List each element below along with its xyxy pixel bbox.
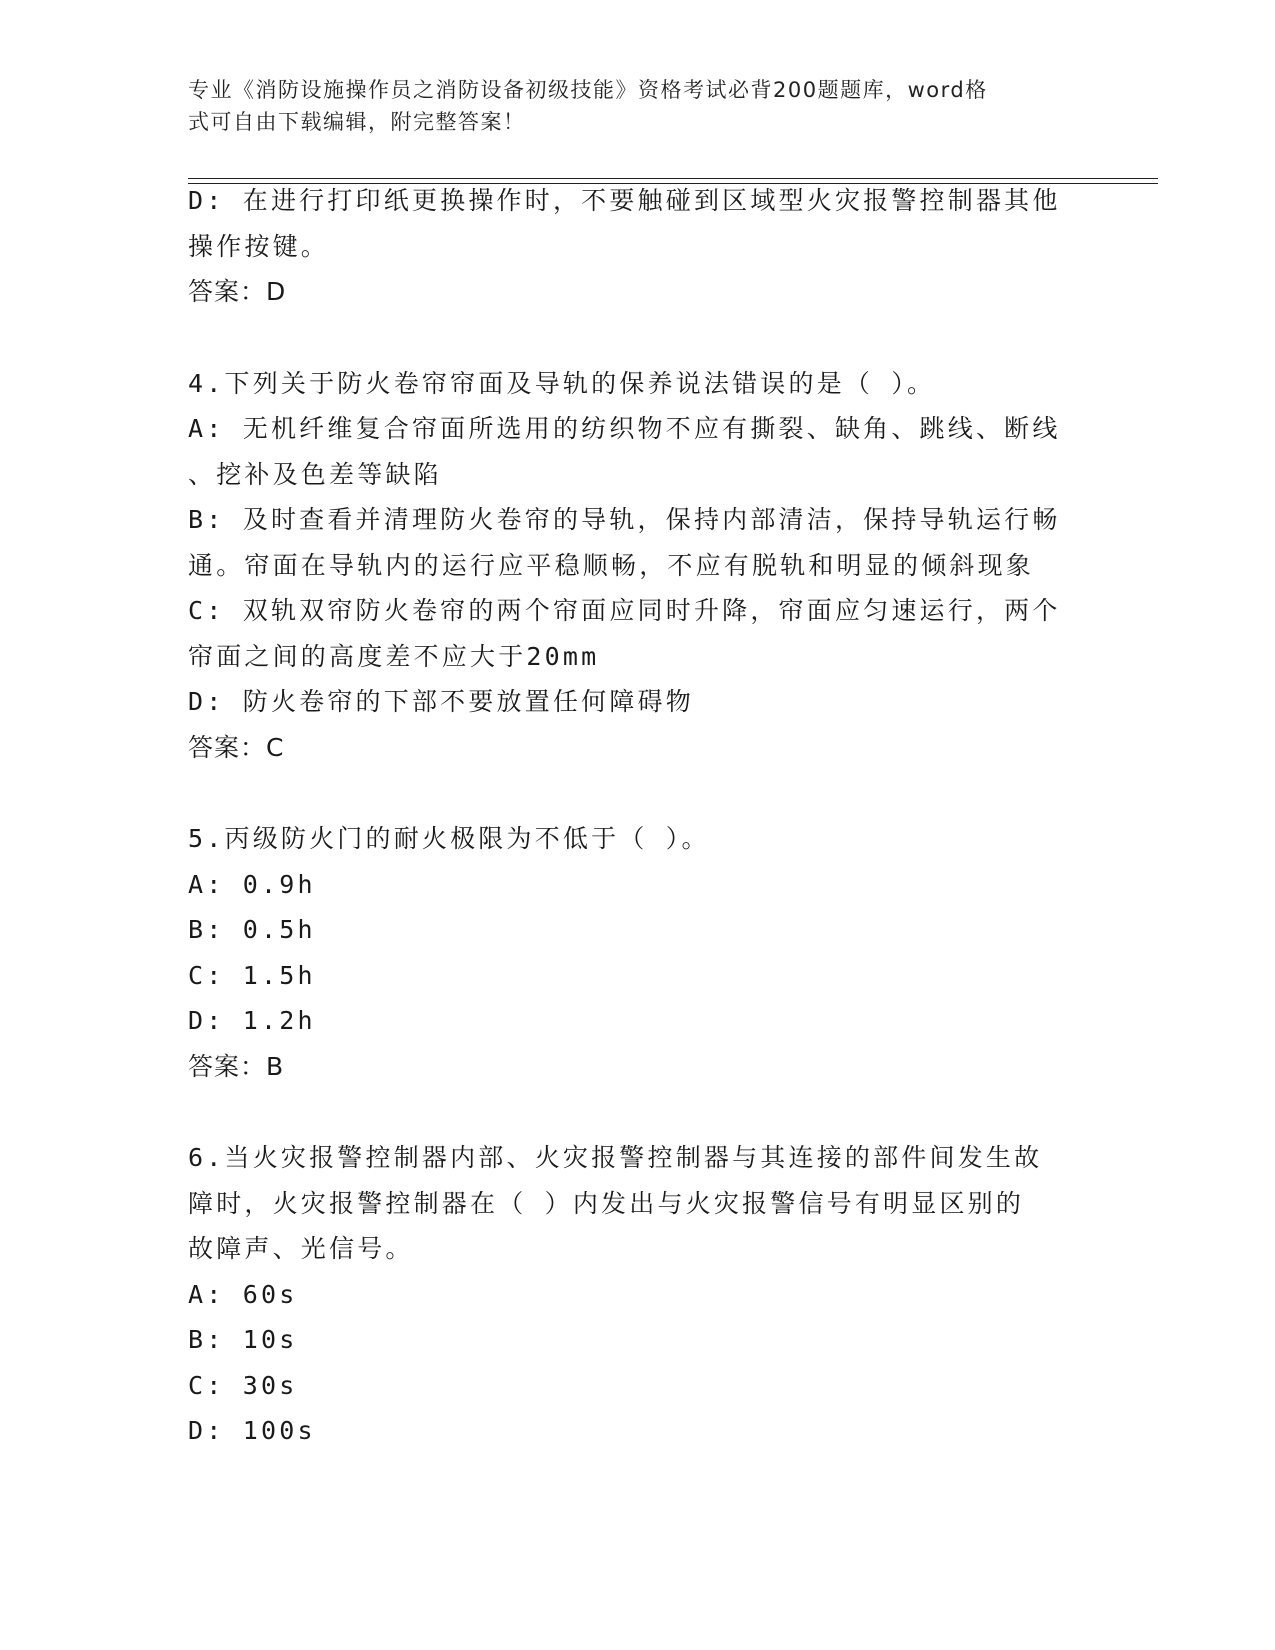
answer-line: 答案：B [188, 1051, 285, 1081]
option-a: A: 0.9h [188, 869, 316, 899]
answer-line: 答案：C [188, 732, 285, 762]
question-text-line-1: 6.当火灾报警控制器内部、火灾报警控制器与其连接的部件间发生故 [188, 1143, 1043, 1172]
question-text-line-2: 障时，火灾报警控制器在（ ）内发出与火灾报警信号有明显区别的 [188, 1188, 1025, 1218]
question-text-line-3: 故障声、光信号。 [188, 1234, 414, 1263]
option-c: C: 30s [188, 1370, 298, 1400]
option-a-line-2: 、挖补及色差等缺陷 [188, 459, 442, 489]
option-a-line-1: A: 无机纤维复合帘面所选用的纺织物不应有撕裂、缺角、跳线、断线 [188, 414, 1061, 443]
option-c-line-1: C: 双轨双帘防火卷帘的两个帘面应同时升降，帘面应匀速运行，两个 [188, 596, 1061, 625]
previous-question-tail [188, 178, 1088, 315]
option-b-line-1: B: 及时查看并清理防火卷帘的导轨，保持内部清洁，保持导轨运行畅 [188, 505, 1061, 534]
option-a: A: 60s [188, 1279, 298, 1309]
document-body [188, 178, 1088, 1454]
option-b: B: 0.5h [188, 915, 316, 944]
question-5 [188, 816, 1088, 1089]
question-6 [188, 1135, 1088, 1454]
option-d-line-2: 操作按键。 [188, 231, 330, 261]
header-line-1: 专业《消防设施操作员之消防设备初级技能》资格考试必背200题题库，word格 [188, 78, 988, 102]
header-line-2: 式可自由下载编辑，附完整答案！ [188, 110, 526, 134]
answer-line: 答案：D [188, 277, 287, 306]
option-b: B: 10s [188, 1325, 298, 1354]
option-b-line-2: 通。帘面在导轨内的运行应平稳顺畅，不应有脱轨和明显的倾斜现象 [188, 550, 1035, 580]
option-d: D: 1.2h [188, 1006, 316, 1035]
question-text: 5.丙级防火门的耐火极限为不低于（ ）。 [188, 824, 710, 853]
option-c: C: 1.5h [188, 960, 316, 990]
question-4 [188, 361, 1088, 771]
question-text: 4.下列关于防火卷帘帘面及导轨的保养说法错误的是（ ）。 [188, 368, 936, 398]
option-d-line-1: D: 在进行打印纸更换操作时，不要触碰到区域型火灾报警控制器其他 [188, 186, 1061, 215]
option-c-line-2: 帘面之间的高度差不应大于20mm [188, 641, 600, 671]
document-header [188, 74, 1068, 138]
option-d-line-1: D: 防火卷帘的下部不要放置任何障碍物 [188, 687, 694, 716]
option-d: D: 100s [188, 1416, 316, 1445]
